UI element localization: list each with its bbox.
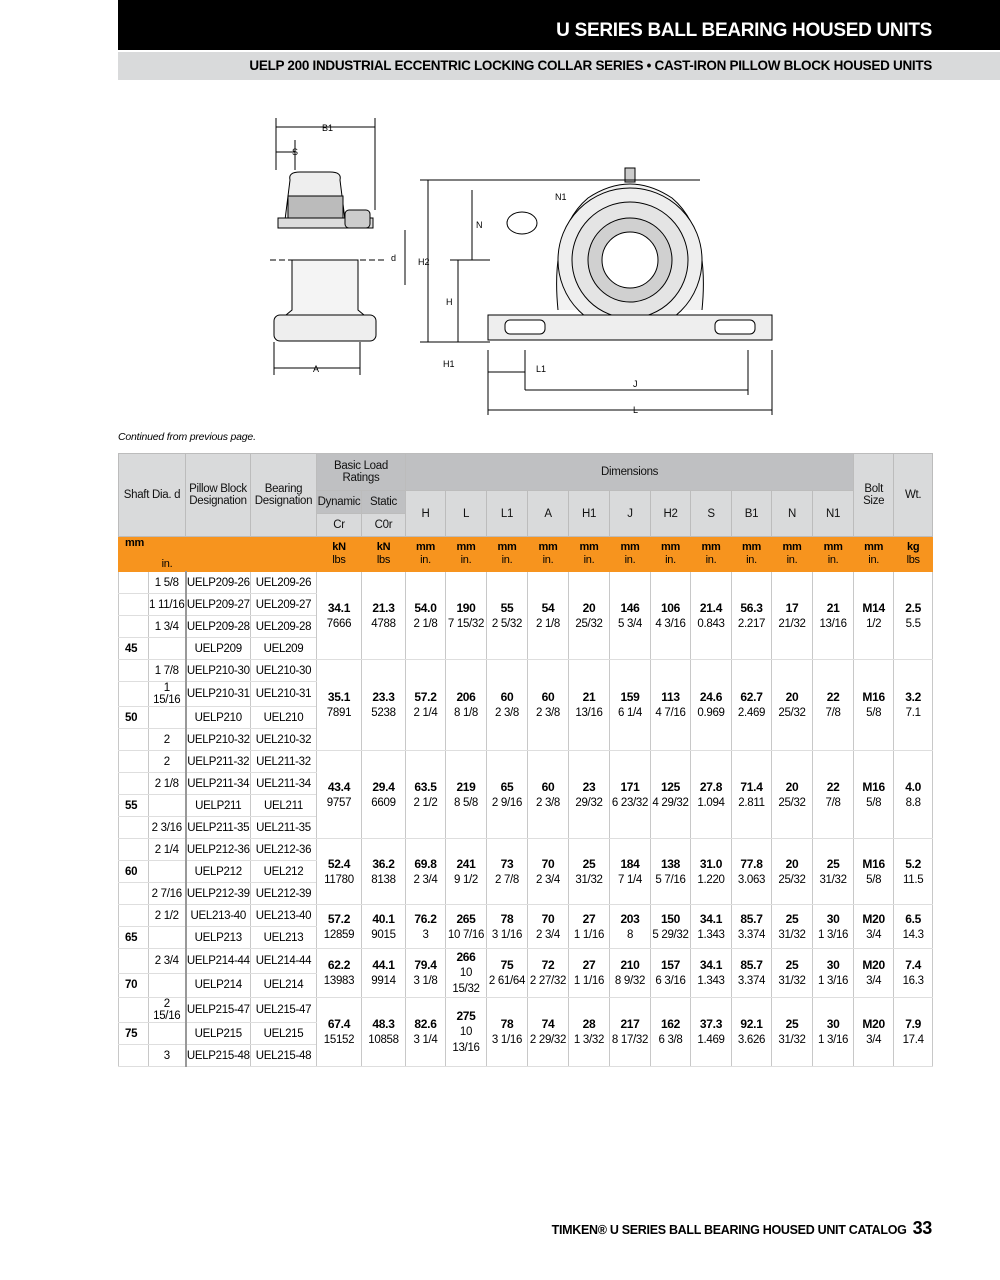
bearing-designation: UEL209-27	[251, 594, 317, 616]
table-row	[119, 949, 933, 974]
spec-value: M20 3/4	[854, 905, 894, 949]
spec-value: 36.2 8138	[362, 839, 406, 905]
spec-value: 62.7 2.469	[732, 660, 772, 751]
spec-value: 34.1 7666	[317, 572, 362, 660]
spec-value: 22 7/8	[813, 751, 854, 839]
specifications-table	[118, 453, 933, 1067]
spec-value: 23 29/32	[569, 751, 610, 839]
shaft-mm: 55	[119, 795, 149, 817]
header-static: Static	[362, 491, 406, 514]
spec-value: M14 1/2	[854, 572, 894, 660]
header-dim-h: H	[406, 491, 446, 537]
label-s: S	[292, 147, 299, 157]
pillow-block-designation: UEL213-40	[186, 905, 251, 927]
pillow-block-designation: UELP212	[186, 861, 251, 883]
spec-value: 20 25/32	[772, 839, 813, 905]
table-row	[119, 839, 933, 861]
pillow-block-designation: UELP215-47	[186, 998, 251, 1023]
pillow-block-designation: UELP211-32	[186, 751, 251, 773]
continued-note: Continued from previous page.	[118, 431, 256, 443]
spec-value: 162 6 3/8	[651, 998, 691, 1067]
spec-value: 20 25/32	[772, 660, 813, 751]
subtitle-bar	[118, 52, 1000, 80]
spec-value: 52.4 11780	[317, 839, 362, 905]
header-dim-a: A	[528, 491, 569, 537]
spec-value: 184 7 1/4	[610, 839, 651, 905]
spec-value: 21 13/16	[569, 660, 610, 751]
footer	[552, 1218, 932, 1239]
pillow-block-designation: UELP209	[186, 638, 251, 660]
bearing-designation: UEL214	[251, 973, 317, 998]
front-view	[418, 168, 772, 415]
spec-value: 57.2 2 1/4	[406, 660, 446, 751]
unit-kn-lbs: kN lbs	[317, 537, 362, 572]
shaft-in: 2	[149, 751, 186, 773]
bearing-designation: UEL210-31	[251, 682, 317, 707]
spec-value: 29.4 6609	[362, 751, 406, 839]
header-dim-n: N	[772, 491, 813, 537]
bearing-designation: UEL212-39	[251, 883, 317, 905]
spec-value: 7.9 17.4	[894, 998, 933, 1067]
unit-mm-in: mm in.	[772, 537, 813, 572]
bearing-designation: UEL209-26	[251, 572, 317, 594]
spec-value: 76.2 3	[406, 905, 446, 949]
shaft-in	[149, 1023, 186, 1045]
pillow-block-designation: UELP209-27	[186, 594, 251, 616]
unit-mm-in: mm in.	[651, 537, 691, 572]
spec-value: 150 5 29/32	[651, 905, 691, 949]
spec-value: 4.0 8.8	[894, 751, 933, 839]
page-subtitle: UELP 200 INDUSTRIAL ECCENTRIC LOCKING COLLAR SERIES • CAST-IRON PILLOW BLOCK HOUSED UNITS	[249, 58, 932, 73]
spec-value: 37.3 1.469	[691, 998, 732, 1067]
bearing-designation: UEL210-32	[251, 729, 317, 751]
shaft-in	[149, 927, 186, 949]
table-row	[119, 998, 933, 1023]
shaft-in: 2 7/16	[149, 883, 186, 905]
pillow-block-designation: UELP209-26	[186, 572, 251, 594]
unit-mm-in: mm in.	[732, 537, 772, 572]
label-a: A	[313, 364, 320, 374]
header-dim-l1: L1	[487, 491, 528, 537]
spec-value: 62.2 13983	[317, 949, 362, 998]
spec-value: 20 25/32	[569, 572, 610, 660]
spec-value: 21 13/16	[813, 572, 854, 660]
spec-value: 241 9 1/2	[446, 839, 487, 905]
pillow-block-designation: UELP211-34	[186, 773, 251, 795]
header-dim-j: J	[610, 491, 651, 537]
spec-value: 159 6 1/4	[610, 660, 651, 751]
pillow-block-designation: UELP214	[186, 973, 251, 998]
shaft-in: 2	[149, 729, 186, 751]
spec-value: 27.8 1.094	[691, 751, 732, 839]
spec-value: 77.8 3.063	[732, 839, 772, 905]
spec-value: 71.4 2.811	[732, 751, 772, 839]
spec-value: 74 2 29/32	[528, 998, 569, 1067]
pillow-block-designation: UELP215	[186, 1023, 251, 1045]
bearing-designation: UEL209-28	[251, 616, 317, 638]
spec-value: M16 5/8	[854, 660, 894, 751]
unit-blank	[186, 537, 251, 572]
header-c0r: C0r	[362, 514, 406, 537]
shaft-mm	[119, 616, 149, 638]
bearing-designation: UEL211	[251, 795, 317, 817]
shaft-mm	[119, 839, 149, 861]
label-h2: H2	[418, 257, 430, 267]
bearing-designation: UEL211-32	[251, 751, 317, 773]
spec-value: 78 3 1/16	[487, 905, 528, 949]
pillow-block-designation: UELP215-48	[186, 1045, 251, 1067]
spec-value: 70 2 3/4	[528, 905, 569, 949]
spec-value: 82.6 3 1/4	[406, 998, 446, 1067]
spec-value: 72 2 27/32	[528, 949, 569, 998]
shaft-mm	[119, 751, 149, 773]
spec-value: 125 4 29/32	[651, 751, 691, 839]
unit-mm-in: mm in.	[813, 537, 854, 572]
shaft-in	[149, 707, 186, 729]
footer-text: TIMKEN® U SERIES BALL BEARING HOUSED UNIT CATALOG	[551, 1223, 907, 1237]
spec-value: 30 1 3/16	[813, 998, 854, 1067]
spec-value: 63.5 2 1/2	[406, 751, 446, 839]
label-j: J	[633, 379, 638, 389]
unit-mm-in: mm in.	[406, 537, 446, 572]
spec-value: 6.5 14.3	[894, 905, 933, 949]
pillow-block-designation: UELP210-32	[186, 729, 251, 751]
header-cr: Cr	[317, 514, 362, 537]
spec-value: 75 2 61/64	[487, 949, 528, 998]
spec-value: 78 3 1/16	[487, 998, 528, 1067]
label-b1: B1	[322, 123, 334, 133]
header-dim-s: S	[691, 491, 732, 537]
pillow-block-designation: UELP209-28	[186, 616, 251, 638]
spec-value: 60 2 3/8	[528, 660, 569, 751]
spec-value: 203 8	[610, 905, 651, 949]
shaft-in: 2 3/4	[149, 949, 186, 974]
shaft-in: 1 5/8	[149, 572, 186, 594]
spec-value: 60 2 3/8	[528, 751, 569, 839]
shaft-mm	[119, 773, 149, 795]
header-dim-b1: B1	[732, 491, 772, 537]
spec-value: 106 4 3/16	[651, 572, 691, 660]
spec-value: M16 5/8	[854, 751, 894, 839]
spec-value: 25 31/32	[772, 998, 813, 1067]
spec-value: 60 2 3/8	[487, 660, 528, 751]
spec-value: M20 3/4	[854, 949, 894, 998]
header-dim-l: L	[446, 491, 487, 537]
spec-value: 56.3 2.217	[732, 572, 772, 660]
pillow-block-designation: UELP210-30	[186, 660, 251, 682]
spec-value: 67.4 15152	[317, 998, 362, 1067]
spec-value: 27 1 1/16	[569, 949, 610, 998]
spec-value: 265 10 7/16	[446, 905, 487, 949]
bearing-designation: UEL213-40	[251, 905, 317, 927]
table-row	[119, 572, 933, 594]
spec-value: 28 1 3/32	[569, 998, 610, 1067]
bearing-designation: UEL215-48	[251, 1045, 317, 1067]
unit-mm-in: mm in.	[854, 537, 894, 572]
label-n: N	[476, 220, 483, 230]
spec-value: 5.2 11.5	[894, 839, 933, 905]
spec-value: 275 10 13/16	[446, 998, 487, 1067]
unit-mm-in: mm in.	[528, 537, 569, 572]
spec-value: 138 5 7/16	[651, 839, 691, 905]
spec-value: 44.1 9914	[362, 949, 406, 998]
spec-value: 34.1 1.343	[691, 905, 732, 949]
unit-mm: mm	[119, 537, 149, 572]
shaft-in: 2 3/16	[149, 817, 186, 839]
spec-value: 266 10 15/32	[446, 949, 487, 998]
bearing-designation: UEL211-35	[251, 817, 317, 839]
pillow-block-designation: UELP212-39	[186, 883, 251, 905]
spec-value: 217 8 17/32	[610, 998, 651, 1067]
spec-value: 54 2 1/8	[528, 572, 569, 660]
header-bolt-size: Bolt Size	[854, 454, 894, 537]
label-h: H	[446, 297, 453, 307]
shaft-in: 1 11/16	[149, 594, 186, 616]
header-dimensions: Dimensions	[406, 454, 854, 491]
spec-value: 24.6 0.969	[691, 660, 732, 751]
page-number: 33	[912, 1218, 932, 1238]
shaft-mm: 50	[119, 707, 149, 729]
pillow-block-designation: UELP211-35	[186, 817, 251, 839]
spec-value: 34.1 1.343	[691, 949, 732, 998]
unit-kg-lbs: kg lbs	[894, 537, 933, 572]
header-shaft: Shaft Dia. d	[119, 454, 186, 537]
title-bar	[118, 0, 1000, 50]
bearing-designation: UEL215	[251, 1023, 317, 1045]
spec-value: 20 25/32	[772, 751, 813, 839]
shaft-in: 2 15/16	[149, 998, 186, 1023]
header-weight: Wt.	[894, 454, 933, 537]
spec-value: 70 2 3/4	[528, 839, 569, 905]
header-load-ratings: Basic Load Ratings	[317, 454, 406, 491]
shaft-in	[149, 795, 186, 817]
shaft-in	[149, 973, 186, 998]
spec-value: M20 3/4	[854, 998, 894, 1067]
header-dim-n1: N1	[813, 491, 854, 537]
unit-mm-in: mm in.	[610, 537, 651, 572]
spec-value: 25 31/32	[772, 949, 813, 998]
spec-value: 113 4 7/16	[651, 660, 691, 751]
spec-value: 157 6 3/16	[651, 949, 691, 998]
header-bearing: Bearing Designation	[251, 454, 317, 537]
unit-in: in.	[149, 537, 186, 572]
pillow-block-designation: UELP211	[186, 795, 251, 817]
spec-value: 2.5 5.5	[894, 572, 933, 660]
header-dim-h1: H1	[569, 491, 610, 537]
spec-value: 30 1 3/16	[813, 905, 854, 949]
spec-value: 69.8 2 3/4	[406, 839, 446, 905]
bearing-designation: UEL210	[251, 707, 317, 729]
spec-value: 40.1 9015	[362, 905, 406, 949]
shaft-mm	[119, 817, 149, 839]
spec-value: 73 2 7/8	[487, 839, 528, 905]
shaft-in: 1 7/8	[149, 660, 186, 682]
pillow-block-designation: UELP214-44	[186, 949, 251, 974]
shaft-in: 1 3/4	[149, 616, 186, 638]
spec-value: 21.3 4788	[362, 572, 406, 660]
header-pillow-block: Pillow Block Designation	[186, 454, 251, 537]
bearing-designation: UEL211-34	[251, 773, 317, 795]
shaft-mm: 60	[119, 861, 149, 883]
shaft-mm	[119, 729, 149, 751]
pillow-block-designation: UELP210	[186, 707, 251, 729]
spec-value: 65 2 9/16	[487, 751, 528, 839]
shaft-mm: 75	[119, 1023, 149, 1045]
spec-value: 190 7 15/32	[446, 572, 487, 660]
spec-value: 219 8 5/8	[446, 751, 487, 839]
spec-value: 25 31/32	[813, 839, 854, 905]
pillow-block-diagram	[260, 110, 800, 430]
shaft-in: 2 1/4	[149, 839, 186, 861]
unit-mm-in: mm in.	[569, 537, 610, 572]
bearing-designation: UEL212-36	[251, 839, 317, 861]
spec-value: 30 1 3/16	[813, 949, 854, 998]
shaft-mm: 70	[119, 973, 149, 998]
spec-value: 146 5 3/4	[610, 572, 651, 660]
bearing-designation: UEL215-47	[251, 998, 317, 1023]
shaft-in	[149, 638, 186, 660]
header-dim-h2: H2	[651, 491, 691, 537]
side-view	[270, 118, 405, 375]
spec-value: 25 31/32	[569, 839, 610, 905]
spec-value: 22 7/8	[813, 660, 854, 751]
unit-mm-in: mm in.	[691, 537, 732, 572]
spec-value: 171 6 23/32	[610, 751, 651, 839]
shaft-mm	[119, 949, 149, 974]
spec-value: 25 31/32	[772, 905, 813, 949]
table-row	[119, 660, 933, 682]
bearing-designation: UEL209	[251, 638, 317, 660]
spec-value: 31.0 1.220	[691, 839, 732, 905]
page-title: U SERIES BALL BEARING HOUSED UNITS	[556, 20, 932, 41]
unit-mm-in: mm in.	[446, 537, 487, 572]
shaft-mm	[119, 682, 149, 707]
spec-value: 7.4 16.3	[894, 949, 933, 998]
label-h1: H1	[443, 359, 455, 369]
shaft-mm	[119, 883, 149, 905]
shaft-in: 2 1/8	[149, 773, 186, 795]
pillow-block-designation: UELP212-36	[186, 839, 251, 861]
label-l: L	[633, 405, 639, 415]
shaft-in	[149, 861, 186, 883]
table-row	[119, 751, 933, 773]
shaft-in: 1 15/16	[149, 682, 186, 707]
spec-value: 48.3 10858	[362, 998, 406, 1067]
unit-kn-lbs: kN lbs	[362, 537, 406, 572]
spec-value: 27 1 1/16	[569, 905, 610, 949]
shaft-mm	[119, 594, 149, 616]
label-l1: L1	[536, 364, 547, 374]
spec-value: 21.4 0.843	[691, 572, 732, 660]
shaft-in: 2 1/2	[149, 905, 186, 927]
shaft-mm	[119, 572, 149, 594]
bearing-designation: UEL212	[251, 861, 317, 883]
shaft-mm: 45	[119, 638, 149, 660]
spec-value: 57.2 12859	[317, 905, 362, 949]
unit-mm-in: mm in.	[487, 537, 528, 572]
shaft-in: 3	[149, 1045, 186, 1067]
bearing-designation: UEL213	[251, 927, 317, 949]
spec-value: 23.3 5238	[362, 660, 406, 751]
shaft-mm: 65	[119, 927, 149, 949]
bearing-designation: UEL210-30	[251, 660, 317, 682]
shaft-mm	[119, 660, 149, 682]
shaft-mm	[119, 1045, 149, 1067]
shaft-mm	[119, 905, 149, 927]
header-dynamic: Dynamic	[317, 491, 362, 514]
spec-value: 79.4 3 1/8	[406, 949, 446, 998]
pillow-block-designation: UELP210-31	[186, 682, 251, 707]
spec-value: 85.7 3.374	[732, 905, 772, 949]
spec-value: 3.2 7.1	[894, 660, 933, 751]
bearing-designation: UEL214-44	[251, 949, 317, 974]
label-d: d	[391, 253, 397, 263]
spec-value: 35.1 7891	[317, 660, 362, 751]
table-row	[119, 905, 933, 927]
spec-value: 43.4 9757	[317, 751, 362, 839]
spec-value: 54.0 2 1/8	[406, 572, 446, 660]
spec-value: 92.1 3.626	[732, 998, 772, 1067]
spec-value: 17 21/32	[772, 572, 813, 660]
unit-blank	[251, 537, 317, 572]
spec-value: M16 5/8	[854, 839, 894, 905]
spec-value: 210 8 9/32	[610, 949, 651, 998]
spec-value: 55 2 5/32	[487, 572, 528, 660]
spec-value: 206 8 1/8	[446, 660, 487, 751]
pillow-block-designation: UELP213	[186, 927, 251, 949]
spec-value: 85.7 3.374	[732, 949, 772, 998]
label-n1: N1	[555, 192, 567, 202]
shaft-mm	[119, 998, 149, 1023]
